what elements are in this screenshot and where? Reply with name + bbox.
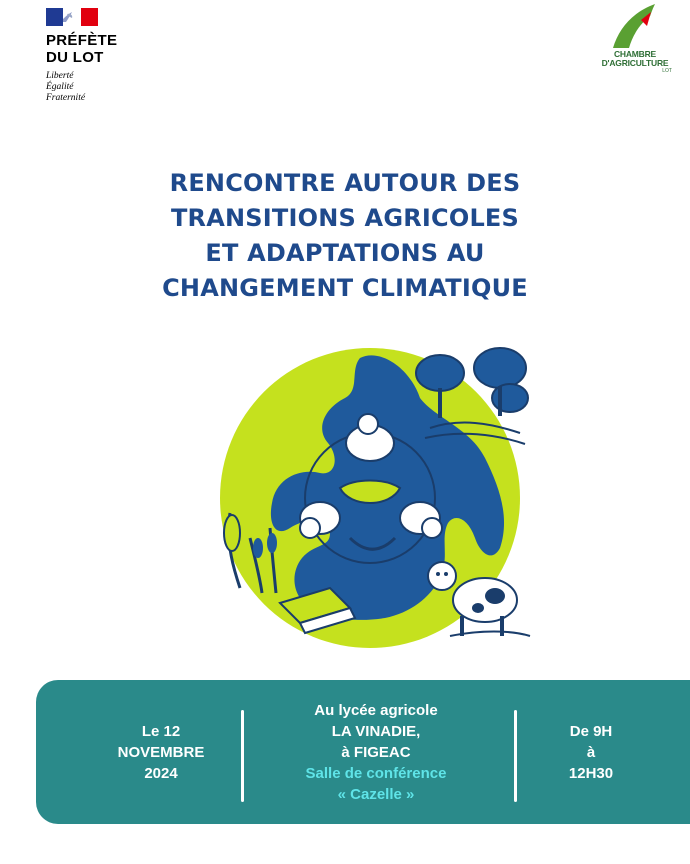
divider [514, 710, 517, 802]
room-line: Salle de conférence [305, 764, 447, 782]
page-title [0, 166, 690, 306]
prefecture-logo [46, 8, 166, 104]
place-line: LA VINADIE, [331, 722, 421, 740]
date-line: 2024 [144, 764, 178, 782]
title-line: TRANSITIONS AGRICOLES [170, 204, 520, 232]
divider [241, 710, 244, 802]
event-info-band [36, 680, 690, 824]
event-time [526, 680, 656, 824]
devise: Liberté Égalité Fraternité [46, 71, 86, 103]
title-line: CHANGEMENT CLIMATIQUE [162, 274, 528, 302]
chambre-line1: CHAMBRE [613, 49, 657, 59]
event-date [96, 680, 226, 824]
chambre-leaf-icon [605, 2, 665, 50]
place-line: Au lycée agricole [314, 701, 438, 719]
date-line: NOVEMBRE [117, 743, 205, 761]
title-line: ET ADAPTATIONS AU [205, 239, 485, 267]
chambre-agriculture-logo [590, 2, 680, 86]
climate-globe-illustration [210, 338, 540, 653]
chambre-line3: LOT [662, 68, 672, 74]
date-line: Le 12 [141, 722, 181, 740]
marianne-flag-icon [46, 8, 98, 26]
event-location [256, 680, 496, 824]
time-line: à [586, 743, 596, 761]
prefecture-title: PRÉFÈTE DU LOT [46, 32, 118, 66]
title-line: RENCONTRE AUTOUR DES [169, 169, 521, 197]
room-line: « Cazelle » [337, 785, 415, 803]
time-line: De 9H [569, 722, 613, 740]
place-line: à FIGEAC [341, 743, 411, 761]
chambre-line2: D'AGRICULTURE [601, 58, 669, 68]
time-line: 12H30 [568, 764, 614, 782]
